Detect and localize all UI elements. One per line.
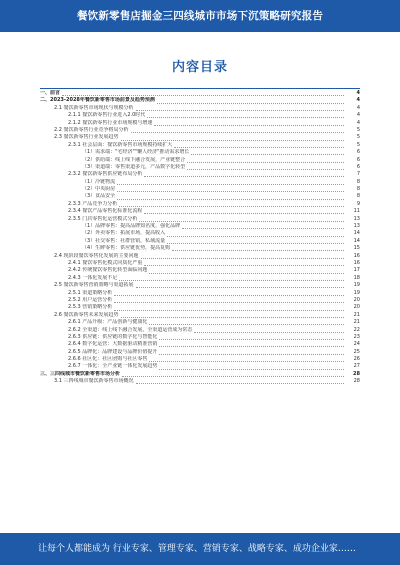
toc-dot-leader [182,228,344,229]
toc-entry-title: 2.4.1 餐饮零售化模式同质化严重 [68,259,143,266]
toc-entry-page: 13 [353,223,360,230]
toc-dot-leader [117,199,344,200]
toc-dot-leader [147,117,344,118]
toc-entry[interactable] [40,201,360,208]
toc-entry-page: 4 [356,119,360,126]
toc-entry-title: 2.3.2 餐饮新零售供应链布局分析 [68,171,143,178]
toc-heading-rule [40,88,360,89]
toc-entry-title: 3.1 三四线城市餐饮新零售市场概况 [54,378,134,385]
toc-entry[interactable] [40,127,360,134]
toc-dot-leader [149,324,344,325]
toc-entry-title: 2.1 餐饮新零售市场现状与规模分析 [54,104,134,111]
toc-entry-title: 2.1.1 餐饮新零售行业进入2.0时代 [68,112,146,119]
toc-entry-page: 4 [356,104,360,111]
toc-entry[interactable] [40,216,360,223]
toc-entry[interactable] [40,142,360,149]
toc-entry-title: 2.6.4 数字化运营：大数据驱动精准营销 [68,341,158,348]
toc-entry-title: 2.6.6 社区化：社区团购与社区零售 [68,356,148,363]
toc-dot-leader [121,317,344,318]
toc-entry-title: （3）食品安全 [82,193,116,200]
toc-dot-leader [119,280,344,281]
toc-entry[interactable] [40,238,360,245]
toc-dot-leader [167,236,344,237]
toc-entry[interactable] [40,223,360,230]
toc-dot-leader [159,354,344,355]
toc-entry[interactable] [40,134,360,141]
toc-entry-page: 22 [353,326,360,333]
toc-entry-title: 2.3.1 社会层面：餐饮新零售市场规模持续扩大 [68,141,173,148]
toc-entry-page: 4 [356,90,360,96]
toc-entry[interactable] [40,245,360,252]
toc-dot-leader [159,346,344,347]
toc-dot-leader [62,95,344,96]
toc-entry[interactable] [40,97,360,104]
toc-entry-page: 4 [356,112,360,119]
toc-dot-leader [144,176,344,177]
toc-entry-title: 2.5.3 营销策略分析 [68,304,113,311]
toc-entry-page: 26 [353,356,360,363]
toc-entry-page: 5 [356,134,360,141]
toc-entry-title: （2）中央厨房 [82,186,116,193]
toc-entry-title: 三、三四线城市餐饮新零售市场分析 [40,370,121,377]
toc-entry[interactable] [40,164,360,171]
toc-dot-leader [191,154,344,155]
toc-entry-page: 8 [356,193,360,200]
toc-entry[interactable] [40,186,360,193]
toc-dot-leader [114,302,344,303]
toc-entry-title: 2.3 餐饮新零售行业发展趋势 [54,134,119,141]
toc-entry-title: （1）需求端："宅经济""懒人经济"推动需求增长 [82,149,190,156]
toc-entry-title: （3）社交零售：社群营销，私域流量 [82,237,166,244]
toc-entry-title: （1）品牌零售：提高品牌知名度，强化品牌 [82,223,181,230]
toc-entry-page: 25 [353,348,360,355]
toc-heading: 内容目录 [171,60,228,75]
toc-entry-page: 28 [353,370,360,377]
toc-entry[interactable] [40,90,360,97]
toc-entry-title: 2.4.2 传统餐饮零售化转型面临问题 [68,267,148,274]
toc-entry-title: 2.3.3 产品竞争力分析 [68,200,118,207]
toc-entry-title: 2.3.5 门店零售化运营模式分析 [68,215,138,222]
toc-dot-leader [114,310,344,311]
toc-entry[interactable] [40,371,360,378]
toc-entry[interactable] [40,120,360,127]
toc-dot-leader [159,369,344,370]
toc-entry-page: 14 [353,230,360,237]
toc-dot-leader [144,213,344,214]
toc-entry-page: 9 [356,200,360,207]
toc-entry-title: 一、前言 [40,90,61,96]
toc-entry-title: 2.6.5 品牌化：品牌建设与品牌价值提升 [68,348,158,355]
toc-dot-leader [159,339,344,340]
toc-entry-page: 7 [356,171,360,178]
toc-entry-title: 2.6 餐饮新零售未来发展趋势 [54,311,119,318]
toc-entry[interactable] [40,260,360,267]
toc-entry-page: 11 [353,208,360,215]
toc-entry[interactable] [40,334,360,341]
toc-entry-title: 2.5.1 渠道策略分析 [68,289,113,296]
toc-entry-title: 2.4.3 一体化发展不足 [68,274,118,281]
toc-entry[interactable] [40,253,360,260]
toc-entry-page: 20 [353,296,360,303]
toc-entry[interactable] [40,149,360,156]
toc-entry-title: （3）渠道端：零售渠道多元，产品数字化转型 [82,163,186,170]
toc-entry[interactable] [40,208,360,215]
toc-entry-page: 6 [356,156,360,163]
toc-entry-page: 20 [353,304,360,311]
toc-entry-title: （2）外卖零售：拓展市场，提高收入 [82,230,166,237]
toc-entry[interactable] [40,282,360,289]
toc-entry-page: 17 [353,267,360,274]
toc-dot-leader [187,162,344,163]
toc-entry[interactable] [40,230,360,237]
toc-dot-leader [117,184,344,185]
toc-dot-leader [122,376,344,377]
toc-entry-title: （2）供给端：线上线下融合发展，产业链整合 [82,156,186,163]
toc-entry-page: 27 [353,363,360,370]
toc-dot-leader [194,332,344,333]
toc-dot-leader [149,361,344,362]
toc-entry-page: 19 [353,289,360,296]
toc-entry-title: 2.6.7 一体化：全产业链一体化发展趋势 [68,363,158,370]
toc-entry-title: 2.6.3 供应链：供应链的数字化与智能化 [68,333,158,340]
toc-entry-page: 8 [356,186,360,193]
toc-entry-page: 21 [353,311,360,318]
toc-entry[interactable] [40,171,360,178]
toc-entry-page: 8 [356,178,360,185]
toc-dot-leader [119,206,344,207]
toc-entry[interactable] [40,193,360,200]
toc-entry[interactable] [40,112,360,119]
toc-entry[interactable] [40,378,360,385]
toc-entry-title: 2.6.2 全渠道：线上线下融合发展，全渠道运营成为常态 [68,326,193,333]
toc-entry-title: 2.2 餐饮新零售行业竞争格局分析 [54,126,129,133]
toc-dot-leader [144,265,344,266]
toc-dot-leader [114,295,344,296]
toc-entry-page: 18 [353,274,360,281]
toc-entry-page: 16 [353,252,360,259]
toc-entry-page: 5 [356,141,360,148]
footer-slogan: 让每个人都能成为 行业专家、管理专家、营销专家、战略专家、成功企业家…… [38,544,356,554]
toc-dot-leader [117,191,344,192]
toc-dot-leader [172,250,344,251]
toc-entry-title: 2.3.4 餐饮产品零售化标准化流程 [68,208,143,215]
toc-dot-leader [149,273,344,274]
footer-bar [0,533,400,565]
toc-dot-leader [157,103,344,104]
toc-entry-page: 5 [356,126,360,133]
toc-entry[interactable] [40,267,360,274]
toc-entry-page: 24 [353,341,360,348]
toc-entry-page: 21 [353,319,360,326]
toc-dot-leader [154,125,344,126]
toc-entry[interactable] [40,304,360,311]
toc-entry[interactable] [40,341,360,348]
toc-dot-leader [136,383,344,384]
report-title: 餐饮新零售店掘金三四线城市市场下沉策略研究报告 [76,10,324,22]
toc-entry[interactable] [40,327,360,334]
toc-dot-leader [187,169,344,170]
toc-entry[interactable] [40,157,360,164]
header-bar [0,0,400,32]
toc-entry[interactable] [40,349,360,356]
toc-dot-leader [136,287,344,288]
toc-dot-leader [131,132,344,133]
toc-entry-title: 二、2023-2028年餐饮新零售市场前景及趋势预测 [40,97,155,104]
toc-entry-title: 2.5 餐饮新零售营销策略与渠道拓展 [54,282,134,289]
toc-entry-title: （4）生鲜零售：供应链优势，提高复购 [82,245,171,252]
toc-entry-page: 13 [353,215,360,222]
toc-dot-leader [174,147,344,148]
toc-entry-title: 2.4 现阶段餐饮零售化发展的主要问题 [54,252,139,259]
toc-entry-page: 6 [356,163,360,170]
toc-dot-leader [121,140,344,141]
table-of-contents [40,90,360,386]
toc-entry[interactable] [40,312,360,319]
toc-dot-leader [139,221,344,222]
toc-entry-page: 16 [353,259,360,266]
toc-entry[interactable] [40,356,360,363]
toc-entry[interactable] [40,297,360,304]
toc-entry-page: 28 [353,378,360,385]
toc-entry-page: 4 [356,97,360,104]
toc-dot-leader [141,258,344,259]
toc-entry-title: 2.1.2 餐饮新零售行业市场规模与增速 [68,119,153,126]
toc-entry-page: 6 [356,149,360,156]
toc-entry-title: 2.5.2 用户运营分析 [68,296,113,303]
toc-entry-page: 15 [353,245,360,252]
toc-entry-page: 14 [353,237,360,244]
toc-entry[interactable] [40,105,360,112]
toc-entry-title: 2.6.1 产品升级：产品创新与健康化 [68,319,148,326]
toc-entry-page: 23 [353,333,360,340]
toc-entry-page: 19 [353,282,360,289]
toc-dot-leader [136,110,344,111]
toc-entry[interactable] [40,319,360,326]
toc-entry[interactable] [40,363,360,370]
toc-entry[interactable] [40,290,360,297]
toc-dot-leader [167,243,344,244]
toc-entry[interactable] [40,275,360,282]
toc-entry-title: （1）冷链物流 [82,178,116,185]
toc-entry[interactable] [40,179,360,186]
